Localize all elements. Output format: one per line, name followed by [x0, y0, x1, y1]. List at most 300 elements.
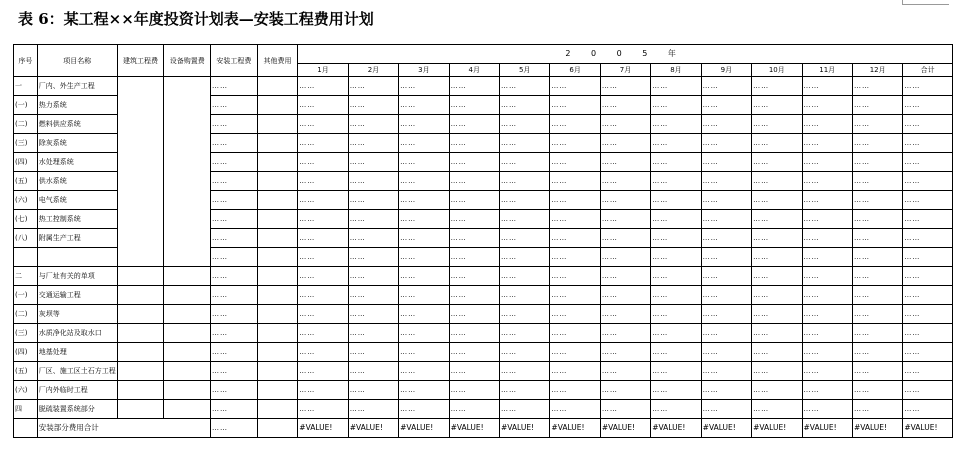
row-month-value: ……: [399, 229, 449, 248]
total-month-value: #VALUE!: [499, 419, 549, 438]
total-month-value: #VALUE!: [903, 419, 953, 438]
investment-plan-table: [13, 44, 953, 438]
row-month-value: ……: [651, 115, 701, 134]
row-month-value: ……: [852, 96, 902, 115]
row-month-value: ……: [399, 115, 449, 134]
row-month-value: ……: [852, 267, 902, 286]
col-header-year: 2 0 0 5 年: [298, 45, 953, 64]
row-month-value: ……: [499, 191, 549, 210]
row-month-value: ……: [802, 134, 852, 153]
row-install-fee: ……: [211, 115, 258, 134]
row-month-value: ……: [903, 343, 953, 362]
row-month-value: ……: [903, 77, 953, 96]
row-month-value: ……: [499, 229, 549, 248]
row-month-value: ……: [348, 248, 398, 267]
row-seq: (五): [14, 172, 38, 191]
row-month-value: ……: [651, 96, 701, 115]
row-month-value: ……: [399, 267, 449, 286]
col-header-equip-fee: 设备购置费: [164, 45, 211, 77]
row-month-value: ……: [903, 286, 953, 305]
row-month-value: ……: [298, 362, 348, 381]
row-month-value: ……: [449, 324, 499, 343]
total-month-value: #VALUE!: [449, 419, 499, 438]
row-month-value: ……: [701, 191, 751, 210]
row-month-value: ……: [298, 324, 348, 343]
row-install-fee: ……: [211, 305, 258, 324]
row-build-fee: [117, 324, 164, 343]
row-month-value: ……: [449, 343, 499, 362]
col-header-name: 项目名称: [37, 45, 117, 77]
row-month-value: ……: [802, 229, 852, 248]
row-name: 灰坝等: [37, 305, 117, 324]
row-month-value: ……: [852, 362, 902, 381]
row-month-value: ……: [600, 229, 650, 248]
row-month-value: ……: [701, 305, 751, 324]
row-month-value: ……: [348, 267, 398, 286]
row-seq: 四: [14, 400, 38, 419]
row-month-value: ……: [449, 153, 499, 172]
row-month-value: ……: [752, 381, 802, 400]
row-month-value: ……: [651, 77, 701, 96]
row-month-value: ……: [802, 343, 852, 362]
row-name: 地基处理: [37, 343, 117, 362]
row-equip-fee: [164, 400, 211, 419]
row-month-value: ……: [449, 96, 499, 115]
row-month-value: ……: [298, 134, 348, 153]
row-seq: 二: [14, 267, 38, 286]
row-seq: (四): [14, 153, 38, 172]
row-month-value: ……: [550, 96, 600, 115]
row-month-value: ……: [600, 77, 650, 96]
row-month-value: ……: [903, 400, 953, 419]
row-install-fee: ……: [211, 286, 258, 305]
col-header-build-fee: 建筑工程费: [117, 45, 164, 77]
row-month-value: ……: [550, 267, 600, 286]
row-month-value: ……: [449, 191, 499, 210]
total-label: 安装部分费用合计: [37, 419, 210, 438]
row-month-value: ……: [298, 229, 348, 248]
row-month-value: ……: [852, 191, 902, 210]
row-month-value: ……: [852, 248, 902, 267]
row-month-value: ……: [298, 267, 348, 286]
row-month-value: ……: [399, 153, 449, 172]
row-month-value: ……: [499, 96, 549, 115]
row-name: 附属生产工程: [37, 229, 117, 248]
row-month-value: ……: [852, 77, 902, 96]
row-install-fee: ……: [211, 134, 258, 153]
row-month-value: ……: [752, 324, 802, 343]
row-month-value: ……: [701, 343, 751, 362]
row-month-value: ……: [903, 229, 953, 248]
row-other-fee: [257, 324, 298, 343]
row-month-value: ……: [852, 286, 902, 305]
row-name: 电气系统: [37, 191, 117, 210]
row-seq: [14, 248, 38, 267]
row-month-value: ……: [701, 267, 751, 286]
row-month-value: ……: [701, 229, 751, 248]
row-month-value: ……: [903, 324, 953, 343]
row-month-value: ……: [499, 77, 549, 96]
row-name: 厂内外临时工程: [37, 381, 117, 400]
row-month-value: ……: [600, 96, 650, 115]
row-month-value: ……: [701, 172, 751, 191]
row-install-fee: ……: [211, 96, 258, 115]
row-month-value: ……: [903, 267, 953, 286]
row-month-value: ……: [600, 381, 650, 400]
row-build-fee: [117, 400, 164, 419]
row-month-value: ……: [752, 267, 802, 286]
row-month-value: ……: [852, 324, 902, 343]
row-month-value: ……: [399, 400, 449, 419]
row-month-value: ……: [399, 77, 449, 96]
table-row: [14, 362, 953, 381]
row-month-value: ……: [348, 191, 398, 210]
row-month-value: ……: [752, 191, 802, 210]
row-month-value: ……: [752, 400, 802, 419]
row-seq: (二): [14, 115, 38, 134]
row-month-value: ……: [701, 286, 751, 305]
row-month-value: ……: [701, 153, 751, 172]
row-month-value: ……: [499, 115, 549, 134]
row-month-value: ……: [802, 172, 852, 191]
row-month-value: ……: [752, 343, 802, 362]
row-month-value: ……: [449, 210, 499, 229]
row-month-value: ……: [499, 343, 549, 362]
col-header-month: 10月: [752, 64, 802, 77]
row-month-value: ……: [399, 286, 449, 305]
row-month-value: ……: [399, 210, 449, 229]
row-month-value: ……: [701, 362, 751, 381]
row-month-value: ……: [600, 286, 650, 305]
col-header-month: 2月: [348, 64, 398, 77]
row-month-value: ……: [298, 286, 348, 305]
row-month-value: ……: [802, 153, 852, 172]
row-seq: (二): [14, 305, 38, 324]
row-build-fee: [117, 267, 164, 286]
row-month-value: ……: [348, 286, 398, 305]
row-month-value: ……: [802, 286, 852, 305]
row-month-value: ……: [752, 153, 802, 172]
row-other-fee: [257, 115, 298, 134]
row-month-value: ……: [852, 305, 902, 324]
total-month-value: #VALUE!: [399, 419, 449, 438]
row-other-fee: [257, 172, 298, 191]
col-header-month: 4月: [449, 64, 499, 77]
row-month-value: ……: [903, 153, 953, 172]
row-month-value: ……: [298, 172, 348, 191]
row-month-value: ……: [499, 248, 549, 267]
row-month-value: ……: [651, 400, 701, 419]
row-install-fee: ……: [211, 210, 258, 229]
row-month-value: ……: [802, 400, 852, 419]
row-month-value: ……: [701, 115, 751, 134]
row-build-fee: [117, 77, 164, 267]
row-month-value: ……: [298, 191, 348, 210]
row-month-value: ……: [298, 115, 348, 134]
row-month-value: ……: [903, 210, 953, 229]
row-month-value: ……: [852, 229, 902, 248]
row-seq: (八): [14, 229, 38, 248]
total-other-fee: [257, 419, 298, 438]
row-month-value: ……: [499, 381, 549, 400]
row-month-value: ……: [550, 305, 600, 324]
row-month-value: ……: [651, 324, 701, 343]
row-other-fee: [257, 305, 298, 324]
row-month-value: ……: [499, 210, 549, 229]
row-install-fee: ……: [211, 248, 258, 267]
row-equip-fee: [164, 267, 211, 286]
row-month-value: ……: [298, 210, 348, 229]
row-other-fee: [257, 381, 298, 400]
row-name: 水处理系统: [37, 153, 117, 172]
row-month-value: ……: [449, 134, 499, 153]
row-month-value: ……: [499, 153, 549, 172]
total-seq: [14, 419, 38, 438]
row-month-value: ……: [802, 248, 852, 267]
total-month-value: #VALUE!: [298, 419, 348, 438]
row-month-value: ……: [298, 77, 348, 96]
row-install-fee: ……: [211, 400, 258, 419]
row-name: 脱硫装置系统部分: [37, 400, 117, 419]
row-month-value: ……: [550, 229, 600, 248]
row-month-value: ……: [550, 400, 600, 419]
col-header-month: 5月: [499, 64, 549, 77]
row-month-value: ……: [348, 400, 398, 419]
row-name: 燃料供应系统: [37, 115, 117, 134]
row-name: 厂内、外生产工程: [37, 77, 117, 96]
row-month-value: ……: [449, 115, 499, 134]
row-build-fee: [117, 305, 164, 324]
row-month-value: ……: [903, 305, 953, 324]
row-month-value: ……: [449, 248, 499, 267]
row-month-value: ……: [298, 248, 348, 267]
row-month-value: ……: [701, 381, 751, 400]
row-other-fee: [257, 96, 298, 115]
row-seq: (一): [14, 286, 38, 305]
row-month-value: ……: [449, 400, 499, 419]
row-month-value: ……: [348, 362, 398, 381]
row-name: 热工控制系统: [37, 210, 117, 229]
row-equip-fee: [164, 286, 211, 305]
row-seq: (六): [14, 191, 38, 210]
row-month-value: ……: [298, 153, 348, 172]
row-month-value: ……: [802, 191, 852, 210]
row-month-value: ……: [499, 324, 549, 343]
row-month-value: ……: [852, 343, 902, 362]
row-month-value: ……: [449, 267, 499, 286]
row-month-value: ……: [499, 362, 549, 381]
row-month-value: ……: [651, 248, 701, 267]
row-install-fee: ……: [211, 381, 258, 400]
row-month-value: ……: [903, 362, 953, 381]
row-month-value: ……: [651, 191, 701, 210]
row-other-fee: [257, 267, 298, 286]
total-install-fee: ……: [211, 419, 258, 438]
row-month-value: ……: [852, 400, 902, 419]
row-month-value: ……: [499, 172, 549, 191]
row-month-value: ……: [348, 343, 398, 362]
row-month-value: ……: [449, 381, 499, 400]
row-seq: (一): [14, 96, 38, 115]
col-header-month: 11月: [802, 64, 852, 77]
row-install-fee: ……: [211, 229, 258, 248]
row-install-fee: ……: [211, 77, 258, 96]
row-month-value: ……: [802, 267, 852, 286]
row-month-value: ……: [701, 324, 751, 343]
row-month-value: ……: [600, 191, 650, 210]
row-month-value: ……: [701, 248, 751, 267]
row-install-fee: ……: [211, 362, 258, 381]
row-month-value: ……: [348, 305, 398, 324]
row-month-value: ……: [651, 172, 701, 191]
row-month-value: ……: [399, 191, 449, 210]
row-month-value: ……: [399, 96, 449, 115]
row-month-value: ……: [399, 134, 449, 153]
row-build-fee: [117, 381, 164, 400]
row-seq: (五): [14, 362, 38, 381]
row-month-value: ……: [348, 229, 398, 248]
row-month-value: ……: [399, 362, 449, 381]
row-other-fee: [257, 134, 298, 153]
row-month-value: ……: [701, 210, 751, 229]
table-row: [14, 77, 953, 96]
table-row: [14, 400, 953, 419]
row-month-value: ……: [298, 400, 348, 419]
row-month-value: ……: [550, 191, 600, 210]
table-row: [14, 324, 953, 343]
row-month-value: ……: [550, 134, 600, 153]
row-build-fee: [117, 343, 164, 362]
row-month-value: ……: [600, 305, 650, 324]
row-month-value: ……: [752, 77, 802, 96]
col-header-install-fee: 安装工程费: [211, 45, 258, 77]
row-month-value: ……: [651, 153, 701, 172]
row-month-value: ……: [399, 324, 449, 343]
row-seq: (三): [14, 324, 38, 343]
row-month-value: ……: [752, 172, 802, 191]
row-month-value: ……: [499, 267, 549, 286]
row-month-value: ……: [600, 115, 650, 134]
table-row: [14, 286, 953, 305]
row-other-fee: [257, 191, 298, 210]
row-month-value: ……: [752, 210, 802, 229]
row-month-value: ……: [600, 172, 650, 191]
row-install-fee: ……: [211, 324, 258, 343]
total-month-value: #VALUE!: [802, 419, 852, 438]
total-month-value: #VALUE!: [550, 419, 600, 438]
row-install-fee: ……: [211, 172, 258, 191]
col-header-month: 3月: [399, 64, 449, 77]
col-header-month: 1月: [298, 64, 348, 77]
row-month-value: ……: [600, 267, 650, 286]
row-seq: (三): [14, 134, 38, 153]
row-month-value: ……: [449, 77, 499, 96]
row-month-value: ……: [752, 115, 802, 134]
row-month-value: ……: [701, 134, 751, 153]
total-month-value: #VALUE!: [651, 419, 701, 438]
row-month-value: ……: [651, 305, 701, 324]
row-month-value: ……: [399, 343, 449, 362]
row-other-fee: [257, 229, 298, 248]
row-month-value: ……: [852, 172, 902, 191]
row-month-value: ……: [802, 362, 852, 381]
row-month-value: ……: [550, 77, 600, 96]
page-title: 表 6：某工程××年度投资计划表—安装工程费用计划: [18, 10, 374, 28]
row-month-value: ……: [651, 362, 701, 381]
row-month-value: ……: [550, 248, 600, 267]
row-month-value: ……: [399, 172, 449, 191]
row-equip-fee: [164, 362, 211, 381]
row-month-value: ……: [550, 172, 600, 191]
row-month-value: ……: [550, 362, 600, 381]
row-seq: (六): [14, 381, 38, 400]
row-month-value: ……: [802, 77, 852, 96]
row-month-value: ……: [348, 324, 398, 343]
row-month-value: ……: [348, 210, 398, 229]
row-month-value: ……: [600, 324, 650, 343]
row-other-fee: [257, 248, 298, 267]
row-month-value: ……: [903, 96, 953, 115]
row-month-value: ……: [399, 248, 449, 267]
row-seq: 一: [14, 77, 38, 96]
row-month-value: ……: [550, 381, 600, 400]
row-month-value: ……: [651, 343, 701, 362]
row-other-fee: [257, 343, 298, 362]
row-month-value: ……: [903, 115, 953, 134]
row-month-value: ……: [449, 172, 499, 191]
page-corner-mark: [902, 0, 949, 5]
row-install-fee: ……: [211, 153, 258, 172]
row-month-value: ……: [752, 286, 802, 305]
row-other-fee: [257, 362, 298, 381]
row-month-value: ……: [903, 172, 953, 191]
total-month-value: #VALUE!: [701, 419, 751, 438]
row-month-value: ……: [348, 96, 398, 115]
row-month-value: ……: [499, 305, 549, 324]
col-header-month: 9月: [701, 64, 751, 77]
row-install-fee: ……: [211, 267, 258, 286]
row-month-value: ……: [752, 248, 802, 267]
row-month-value: ……: [550, 343, 600, 362]
row-name: 热力系统: [37, 96, 117, 115]
row-month-value: ……: [449, 362, 499, 381]
row-month-value: ……: [651, 286, 701, 305]
row-month-value: ……: [852, 115, 902, 134]
row-month-value: ……: [348, 134, 398, 153]
total-month-value: #VALUE!: [348, 419, 398, 438]
row-month-value: ……: [348, 172, 398, 191]
col-header-month: 合计: [903, 64, 953, 77]
row-month-value: ……: [499, 400, 549, 419]
row-month-value: ……: [651, 267, 701, 286]
row-other-fee: [257, 153, 298, 172]
row-month-value: ……: [903, 191, 953, 210]
col-header-month: 12月: [852, 64, 902, 77]
row-month-value: ……: [449, 305, 499, 324]
row-month-value: ……: [651, 134, 701, 153]
row-month-value: ……: [499, 286, 549, 305]
col-header-month: 6月: [550, 64, 600, 77]
row-month-value: ……: [651, 229, 701, 248]
row-month-value: ……: [852, 381, 902, 400]
row-month-value: ……: [449, 286, 499, 305]
row-month-value: ……: [499, 134, 549, 153]
row-month-value: ……: [752, 305, 802, 324]
row-install-fee: ……: [211, 343, 258, 362]
row-equip-fee: [164, 77, 211, 267]
col-header-other-fee: 其他费用: [257, 45, 298, 77]
row-month-value: ……: [651, 381, 701, 400]
